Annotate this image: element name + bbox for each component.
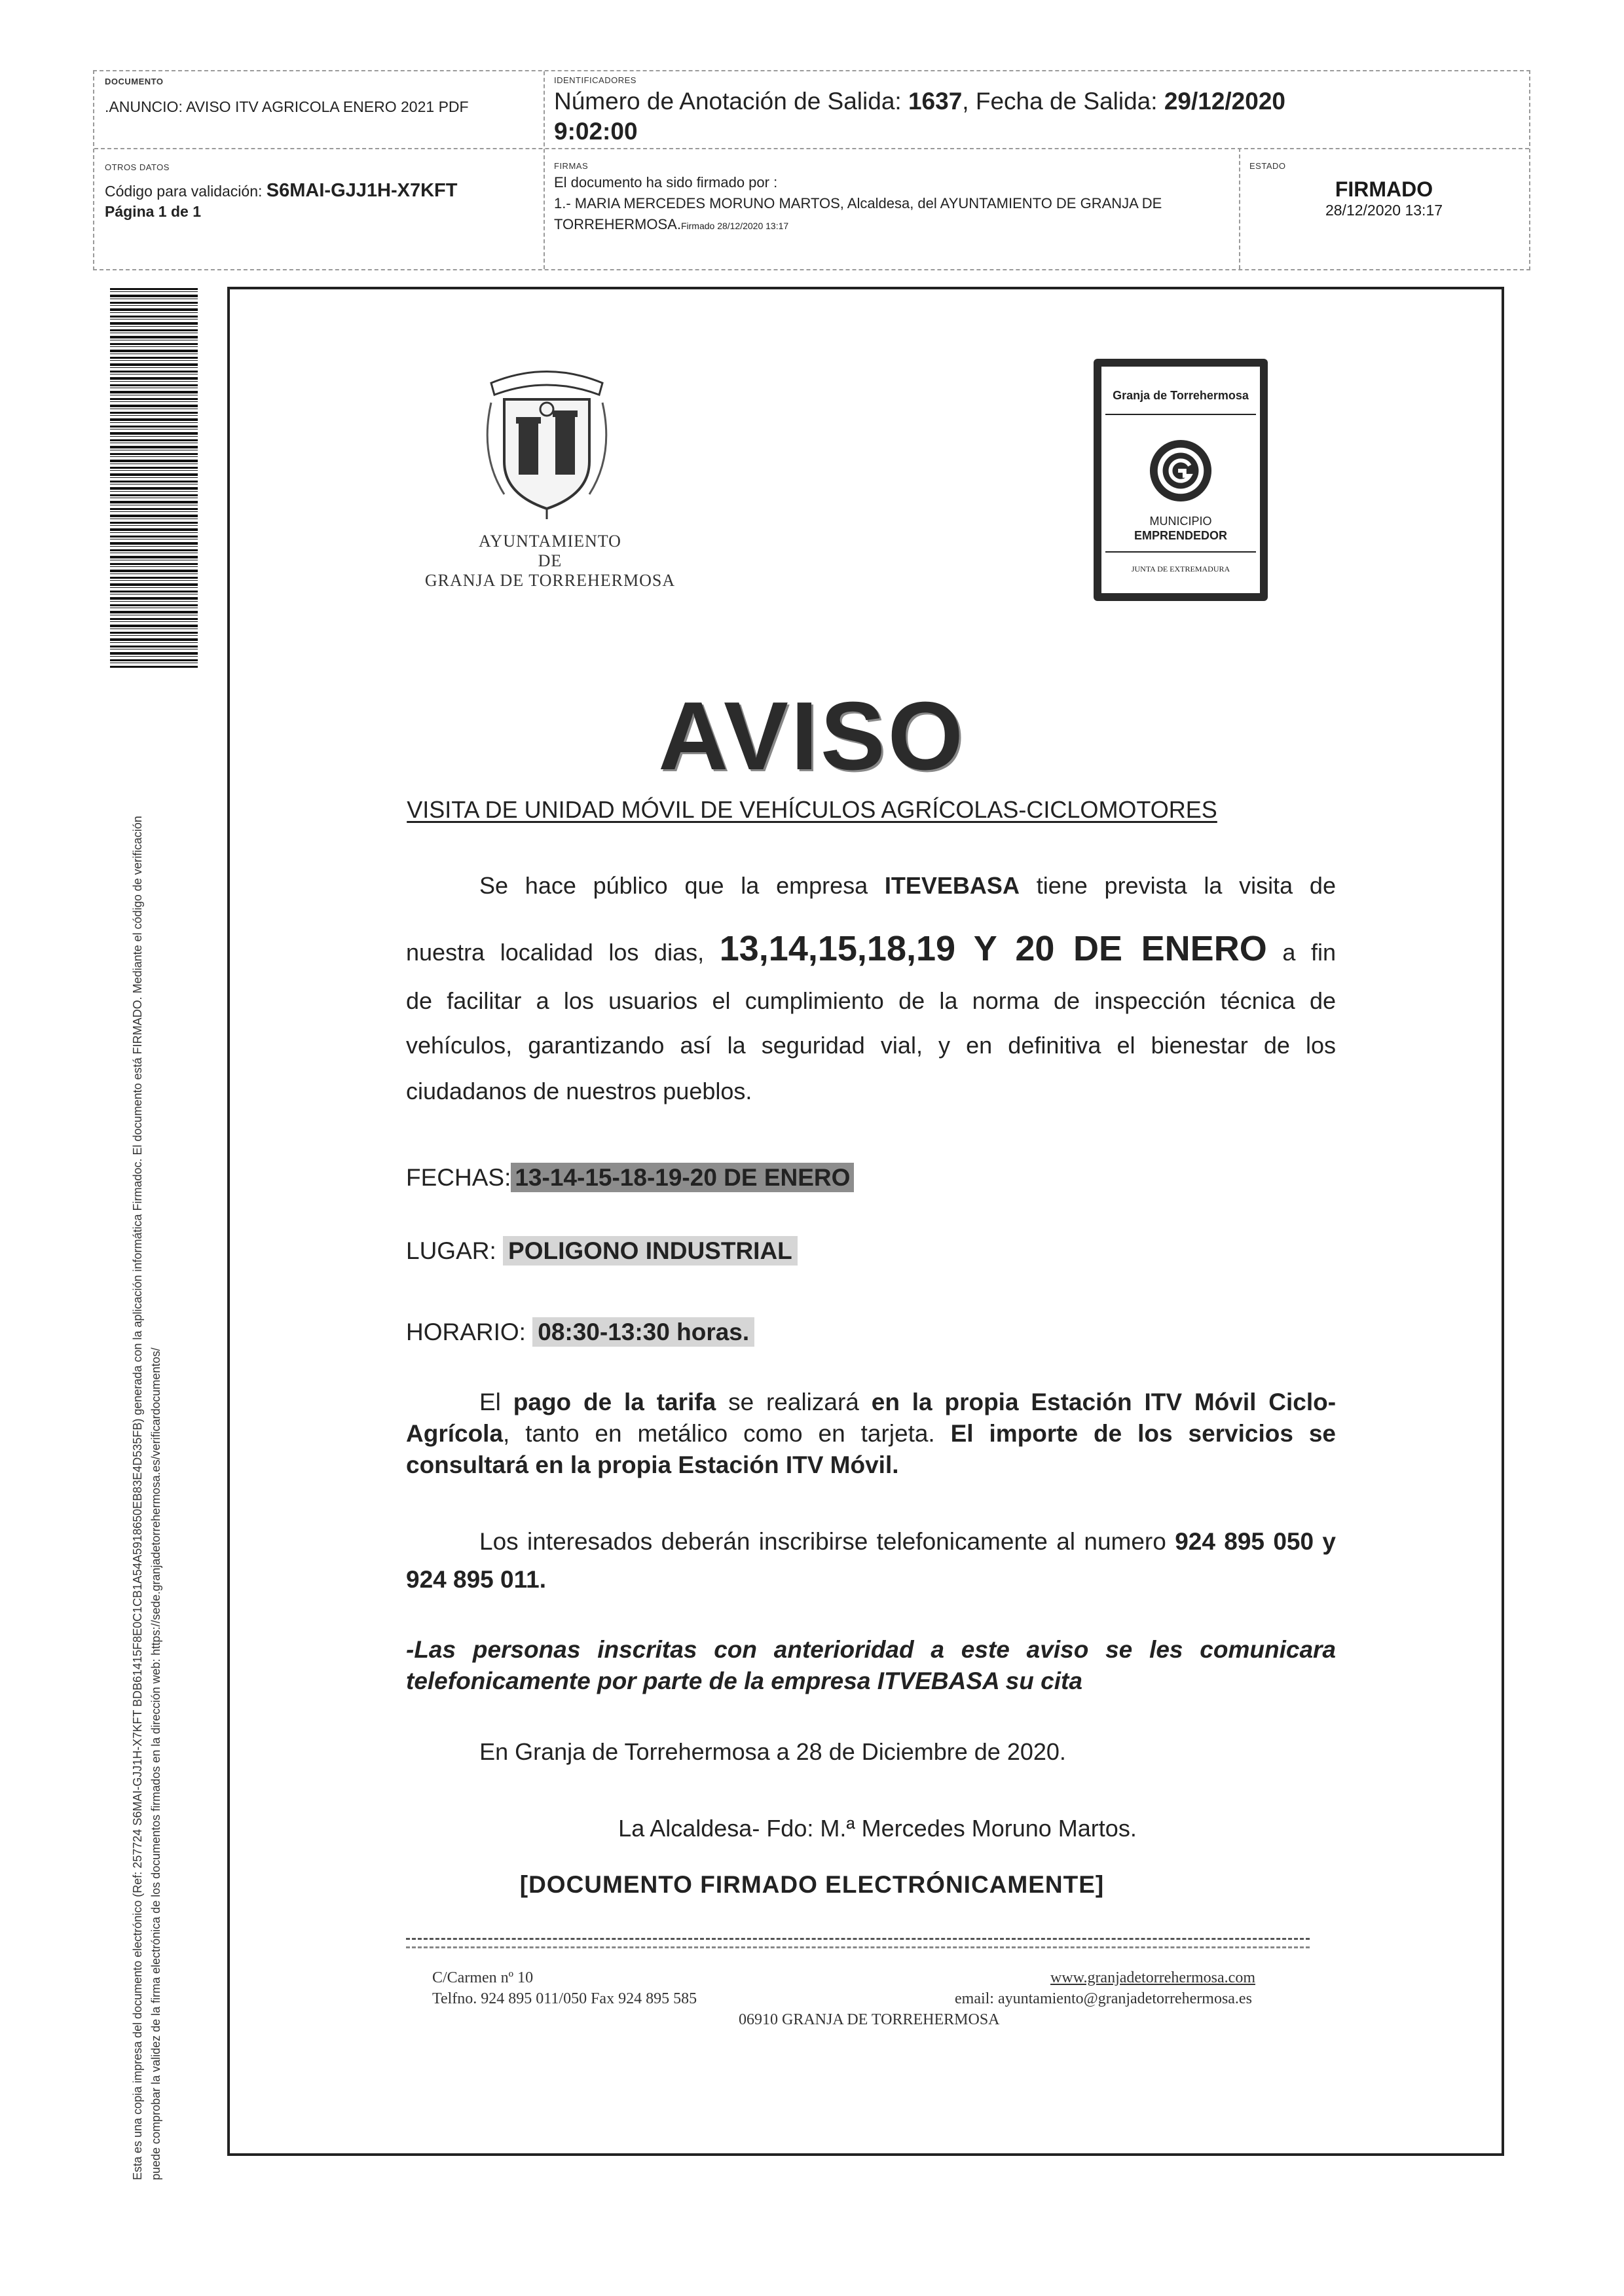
firmas-line-3 <box>554 215 1228 235</box>
firmas-label: FIRMAS <box>554 161 589 171</box>
codigo-validacion <box>105 180 533 202</box>
badge-inner <box>1101 367 1260 593</box>
documento-value: .ANUNCIO: AVISO ITV AGRICOLA ENERO 2021 PDF <box>105 98 469 115</box>
fechas-label: FECHAS: <box>406 1164 511 1191</box>
fechas-value: 13-14-15-18-19-20 DE ENERO <box>511 1163 854 1192</box>
footer-phone: Telfno. 924 895 011/050 Fax 924 895 585 <box>432 1990 697 2007</box>
barcode <box>110 288 198 668</box>
municipio-emprendedor-badge <box>1094 359 1268 601</box>
hora-salida: 9:02:00 <box>554 118 638 145</box>
intro-line-5: ciudadanos de nuestros pueblos. <box>406 1078 752 1104</box>
crest-line-1: AYUNTAMIENTO <box>479 532 621 551</box>
identificadores-label: IDENTIFICADORES <box>554 75 637 85</box>
badge-mid-line-1: MUNICIPIO <box>1149 515 1212 528</box>
pago-text: , tanto en metálico como en tarjeta. <box>503 1420 935 1447</box>
pago-bold: en la propia Estación ITV Móvil Ciclo-Agrícola <box>406 1389 1337 1447</box>
intro-line-2 <box>406 928 1336 969</box>
pago-text: se realizará <box>728 1389 859 1415</box>
crest-line-2: DE <box>538 551 563 570</box>
pago-bold: El importe de los servicios se consultará en la propia Estación ITV Móvil. <box>406 1420 1336 1478</box>
badge-divider <box>1105 414 1256 415</box>
side-text-line-2: puede comprobar la validez de la firma electrónica de los documentos firmados en la dirección web: https://sede.granjadetorrehermosa.es/verificardocumentos/ <box>149 1347 162 2180</box>
emprendedor-logo-icon <box>1149 439 1213 503</box>
pagina: Página 1 de 1 <box>105 203 202 220</box>
lugar-label: LUGAR: <box>406 1237 496 1264</box>
footer-separator <box>406 1938 1310 1948</box>
inscripcion-text: Los interesados deberán inscribirse telefonicamente al numero <box>479 1528 1166 1555</box>
horario-field <box>406 1319 754 1346</box>
firmas-small-date: Firmado 28/12/2020 13:17 <box>680 221 789 231</box>
intro-text: Se hace público que la empresa <box>479 872 868 899</box>
footer-address: C/Carmen nº 10 <box>432 1969 534 1986</box>
verification-side-text <box>128 655 165 2180</box>
firmas-line-3-text: TORREHERMOSA. <box>554 216 681 232</box>
footer-email[interactable]: email: ayuntamiento@granjadetorrehermosa.es <box>955 1990 1252 2007</box>
lugar-value: POLIGONO INDUSTRIAL <box>503 1236 798 1266</box>
signature-line: La Alcaldesa- Fdo: M.ª Mercedes Moruno Martos. <box>618 1815 1137 1842</box>
codigo-value: S6MAI-GJJ1H-X7KFT <box>266 180 458 201</box>
pago-text: El <box>479 1389 501 1415</box>
footer-city: 06910 GRANJA DE TORREHERMOSA <box>739 2011 1000 2028</box>
badge-divider <box>1105 551 1256 553</box>
anotacion-number: 1637 <box>908 88 963 115</box>
fechas-field <box>406 1164 854 1192</box>
badge-bottom-text: JUNTA DE EXTREMADURA <box>1131 564 1230 574</box>
estado-label: ESTADO <box>1249 161 1286 171</box>
intro-line-1 <box>406 872 1336 900</box>
documento-cell <box>94 71 544 148</box>
visit-dates: 13,14,15,18,19 Y 20 DE ENERO <box>719 929 1267 968</box>
notice-title: AVISO <box>658 682 966 790</box>
lugar-field <box>406 1237 798 1265</box>
pago-bold: pago de la tarifa <box>513 1389 716 1415</box>
notice-subtitle: VISITA DE UNIDAD MÓVIL DE VEHÍCULOS AGRÍCOLAS-CICLOMOTORES <box>407 796 1217 823</box>
fecha-prefix: , Fecha de Salida: <box>962 88 1158 115</box>
nota-paragraph: -Las personas inscritas con anterioridad a este aviso se les comunicara telefonicamente por parte de la empresa ITVEBASA su cita <box>406 1636 1336 1694</box>
place-date: En Granja de Torrehermosa a 28 de Diciembre de 2020. <box>479 1738 1066 1765</box>
firmas-cell <box>544 148 1239 269</box>
intro-text: tiene prevista la visita de <box>1036 872 1336 899</box>
anotacion-line <box>554 86 1519 147</box>
phone-numbers: 924 895 050 y 924 895 011. <box>406 1528 1337 1593</box>
crest-line-3: GRANJA DE TORREHERMOSA <box>424 571 676 590</box>
intro-text: nuestra localidad los dias, <box>406 939 705 966</box>
firmas-line-1: El documento ha sido firmado por : <box>554 174 778 191</box>
horario-label: HORARIO: <box>406 1319 526 1345</box>
firmas-line-2: 1.- MARIA MERCEDES MORUNO MARTOS, Alcaldesa, del AYUNTAMIENTO DE GRANJA DE <box>554 195 1162 211</box>
estado-cell <box>1239 148 1529 269</box>
inscripcion-paragraph <box>406 1523 1336 1599</box>
documento-label: DOCUMENTO <box>105 77 164 86</box>
estado-date: 28/12/2020 13:17 <box>1325 202 1443 219</box>
pago-paragraph <box>406 1387 1336 1481</box>
badge-top-text: Granja de Torrehermosa <box>1113 389 1249 402</box>
electronic-signature-note: [DOCUMENTO FIRMADO ELECTRÓNICAMENTE] <box>519 1871 1105 1898</box>
estado-value: FIRMADO <box>1335 177 1433 201</box>
horario-value: 08:30-13:30 horas. <box>532 1317 754 1347</box>
intro-line-3: de facilitar a los usuarios el cumplimiento de la norma de inspección técnica de <box>406 987 1336 1014</box>
footer-website-link[interactable]: www.granjadetorrehermosa.com <box>1050 1969 1255 1986</box>
otros-datos-label: OTROS DATOS <box>105 162 170 172</box>
otros-datos-cell <box>94 148 544 269</box>
badge-mid-text <box>1101 514 1260 543</box>
badge-mid-line-2: EMPRENDEDOR <box>1134 529 1227 542</box>
anotacion-prefix: Número de Anotación de Salida: <box>554 88 902 115</box>
intro-text: a fin <box>1282 939 1336 966</box>
identificadores-cell <box>544 71 1529 148</box>
codigo-prefix: Código para validación: <box>105 183 263 200</box>
side-text-line-1: Esta es una copia impresa del documento electrónico (Ref: 257724 S6MAI-GJJ1H-X7KFT BDB61415F8E0C1CB1A54A5918650EB83E4D535FB) generada con la aplicación informática Firmadoc. El documento está FIRMADO. Mediante el código de verificación <box>131 816 144 2180</box>
intro-line-4: vehículos, garantizando así la seguridad vial, y en definitiva el bienestar de los <box>406 1032 1336 1059</box>
fecha-salida: 29/12/2020 <box>1164 88 1285 115</box>
municipal-crest-icon <box>478 363 616 520</box>
document-header <box>93 70 1530 270</box>
company-name: ITEVEBASA <box>884 872 1020 899</box>
